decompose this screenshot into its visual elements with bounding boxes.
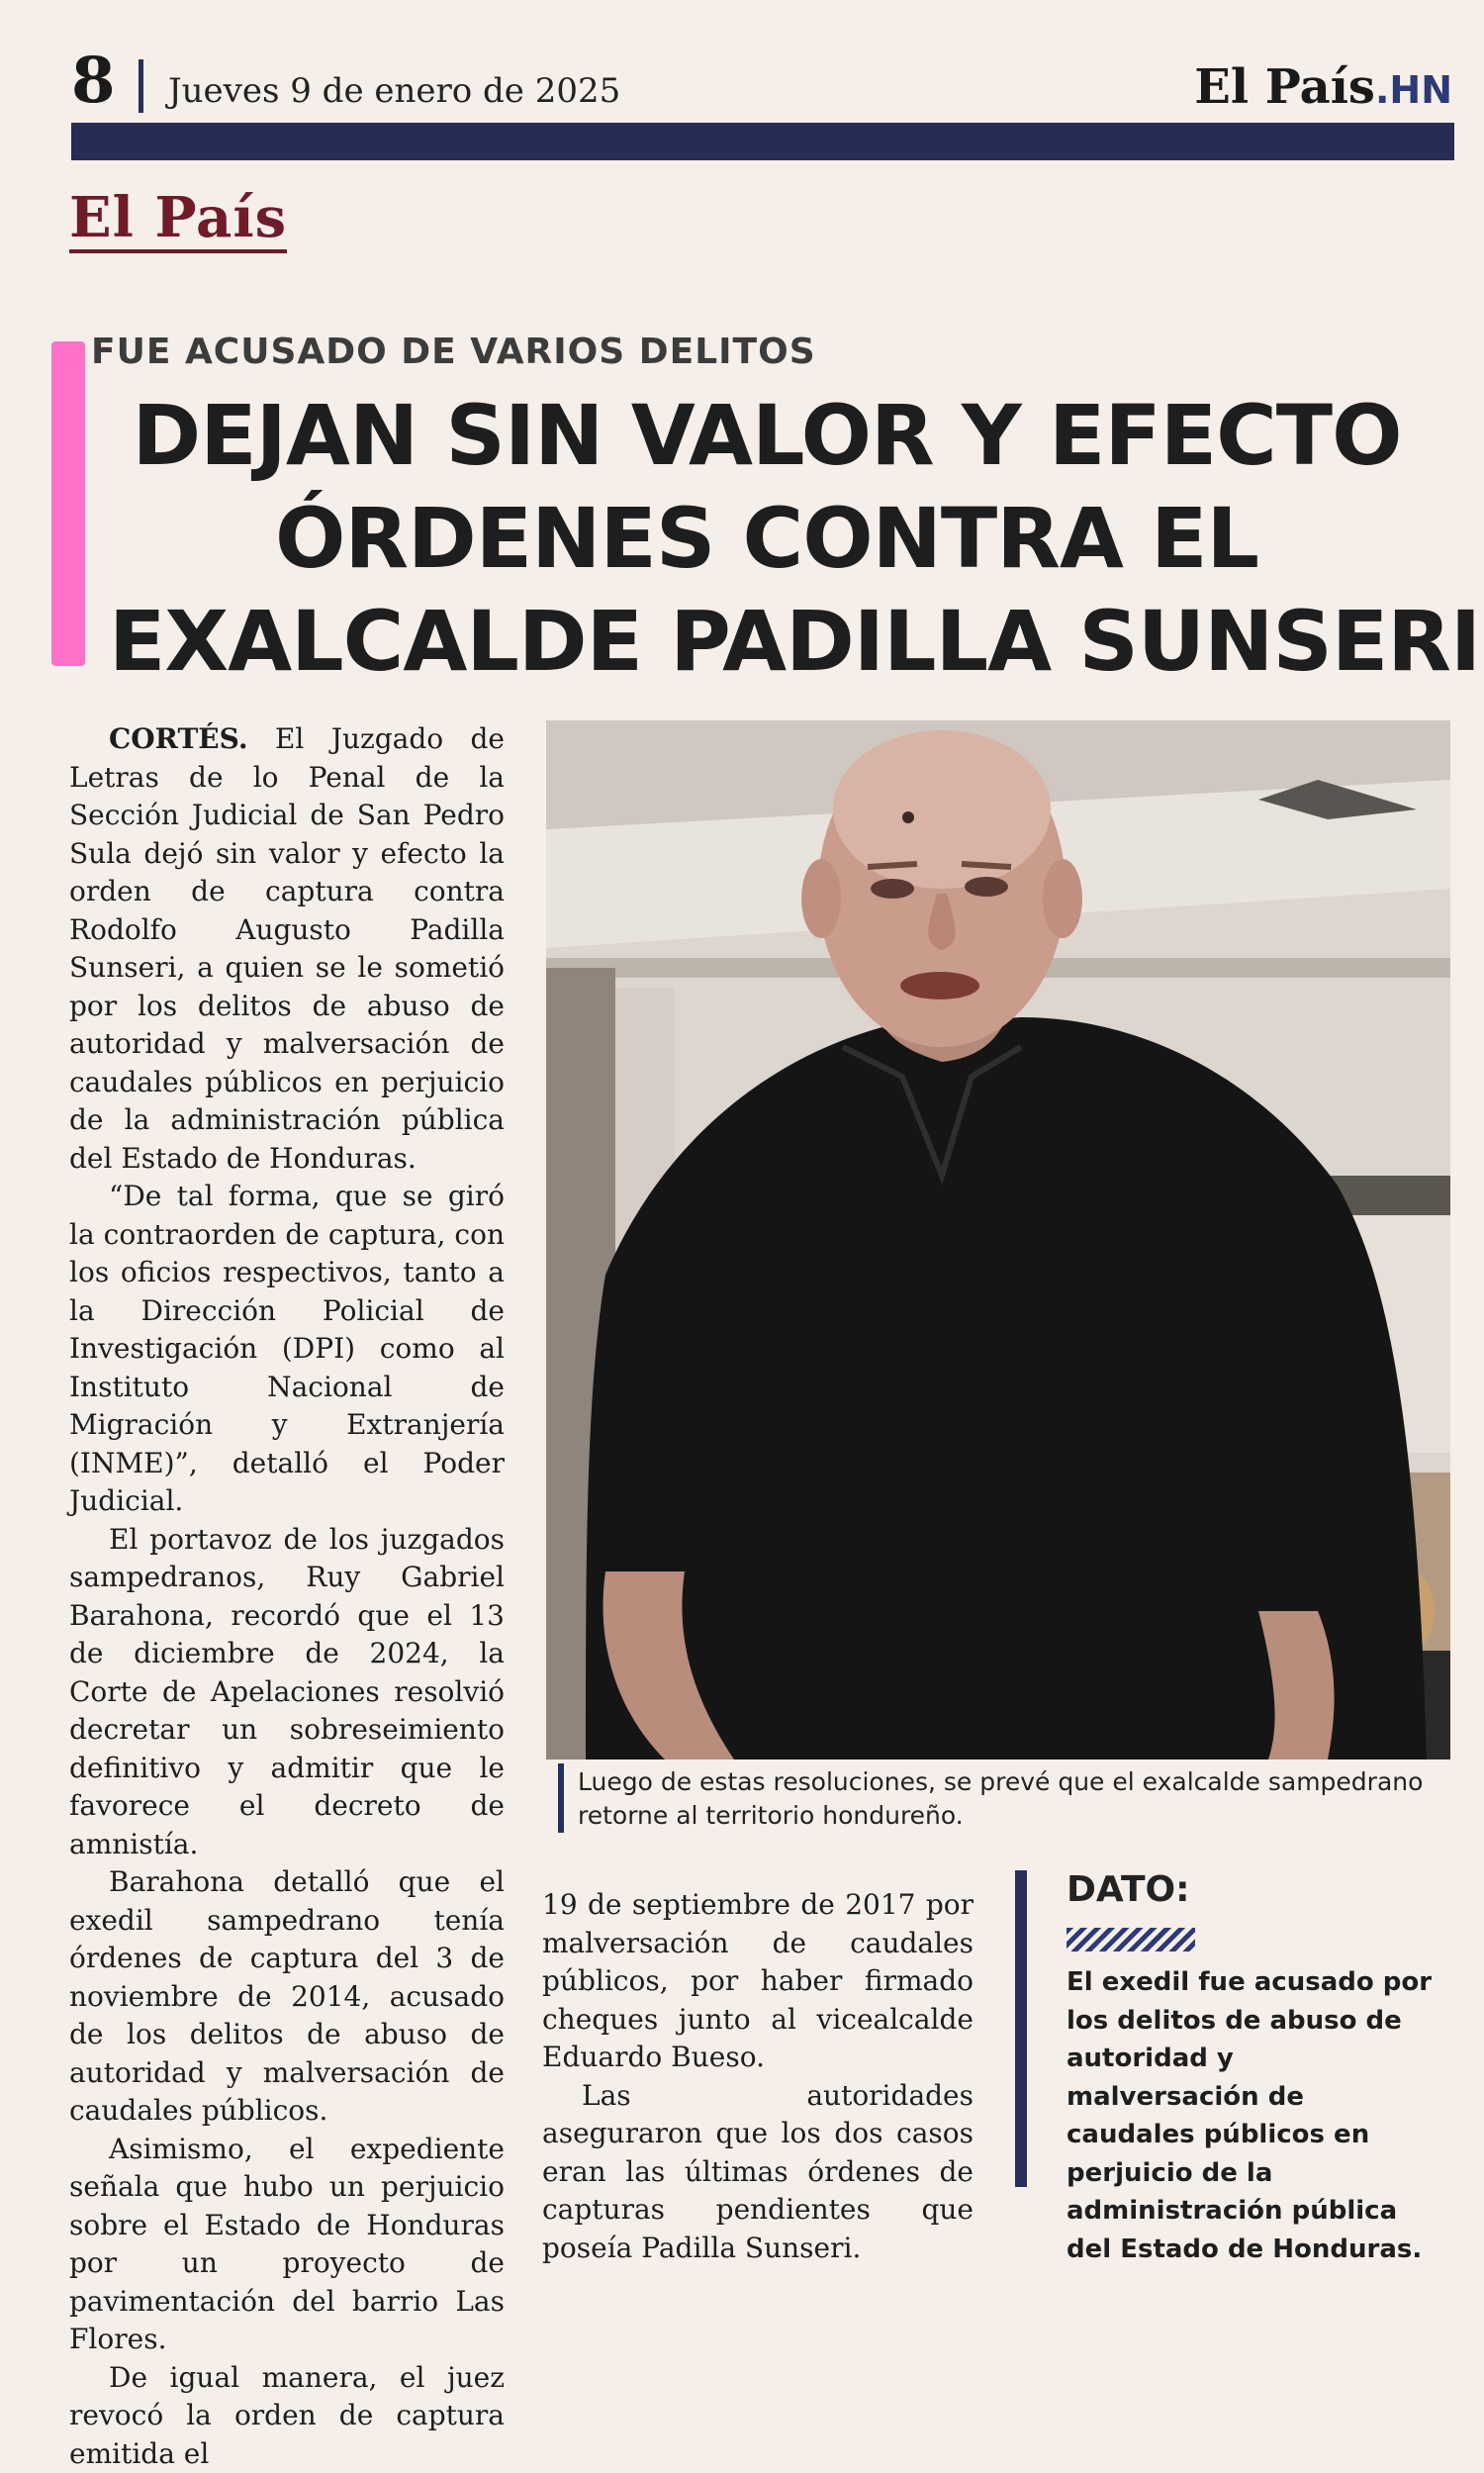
dato-bar (1015, 1870, 1027, 2187)
kicker: FUE ACUSADO DE VARIOS DELITOS (91, 331, 816, 374)
headline-line-2: ÓRDENES CONTRA EL (109, 487, 1425, 590)
article-paragraph: De igual manera, el juez revocó la orden de captura emitida el (69, 2359, 505, 2473)
headline-line-1: DEJAN SIN VALOR Y EFECTO (109, 384, 1425, 487)
headline-line-3: EXALCALDE PADILLA SUNSERI (109, 590, 1425, 693)
photo-caption: Luego de estas resoluciones, se prevé que el exalcalde sampedrano retorne al territorio hondureño. (578, 1765, 1448, 1833)
article-paragraph: El portavoz de los juzgados sampedranos, Ruy Gabriel Barahona, recordó que el 13 de diciembre de 2024, la Corte de Apelaciones resolvió decretar un sobreseimiento definitivo y admitir que le favorece el decreto de amnistía. (69, 1521, 505, 1864)
header-separator (139, 59, 143, 113)
highlighter-mark (51, 341, 85, 666)
headline (109, 384, 1425, 693)
article-paragraph (69, 720, 505, 1178)
logo-suffix: .HN (1375, 68, 1452, 112)
article-paragraph: 19 de septiembre de 2017 por malversación de caudales públicos, por haber firmado cheques junto al vicealcalde Eduardo Bueso. (542, 1886, 974, 2077)
paragraph-text: El Juzgado de Letras de lo Penal de la Sección Judicial de San Pedro Sula dejó sin valor y efecto la orden de captura contra Rodolfo Augusto Padilla Sunseri, a quien se le sometió por los delitos de abuso de autoridad y malversación de caudales públicos en perjuicio de la administración pública del Estado de Honduras. (69, 722, 505, 1175)
logo-main: El País (1194, 59, 1375, 115)
lead-word: CORTÉS. (109, 722, 248, 755)
caption-bar (558, 1763, 564, 1833)
page-number: 8 (71, 46, 116, 117)
section-title: El País (69, 186, 287, 253)
article-column-2 (542, 1886, 974, 2267)
article-paragraph: Asimismo, el expediente señala que hubo un perjuicio sobre el Estado de Honduras por un proyecto de pavimentación del barrio Las Flores. (69, 2131, 505, 2359)
publication-date: Jueves 9 de enero de 2025 (168, 71, 620, 111)
header-bar (71, 123, 1454, 160)
article-paragraph: Barahona detalló que el exedil sampedrano tenía órdenes de captura del 3 de noviembre de 2014, acusado de los delitos de abuso de autoridad y malversación de caudales públicos. (69, 1863, 505, 2131)
article-paragraph: “De tal forma, que se giró la contraorden de captura, con los oficios respectivos, tanto a la Dirección Policial de Investigación (DPI) como al Instituto Nacional de Migración y Extranjería (INME)”, detalló el Poder Judicial. (69, 1178, 505, 1521)
dato-title: DATO: (1067, 1868, 1190, 1912)
article-column-1 (69, 720, 505, 2473)
article-paragraph: Las autoridades aseguraron que los dos casos eran las últimas órdenes de capturas pendientes que poseía Padilla Sunseri. (542, 2077, 974, 2268)
dato-text: El exedil fue acusado por los delitos de abuso de autoridad y malversación de caudales públicos en perjuicio de la administración pública del Estado de Honduras. (1067, 1963, 1435, 2268)
dato-hatch (1067, 1928, 1195, 1951)
article-photo (546, 720, 1450, 1760)
newspaper-logo (1194, 59, 1452, 118)
